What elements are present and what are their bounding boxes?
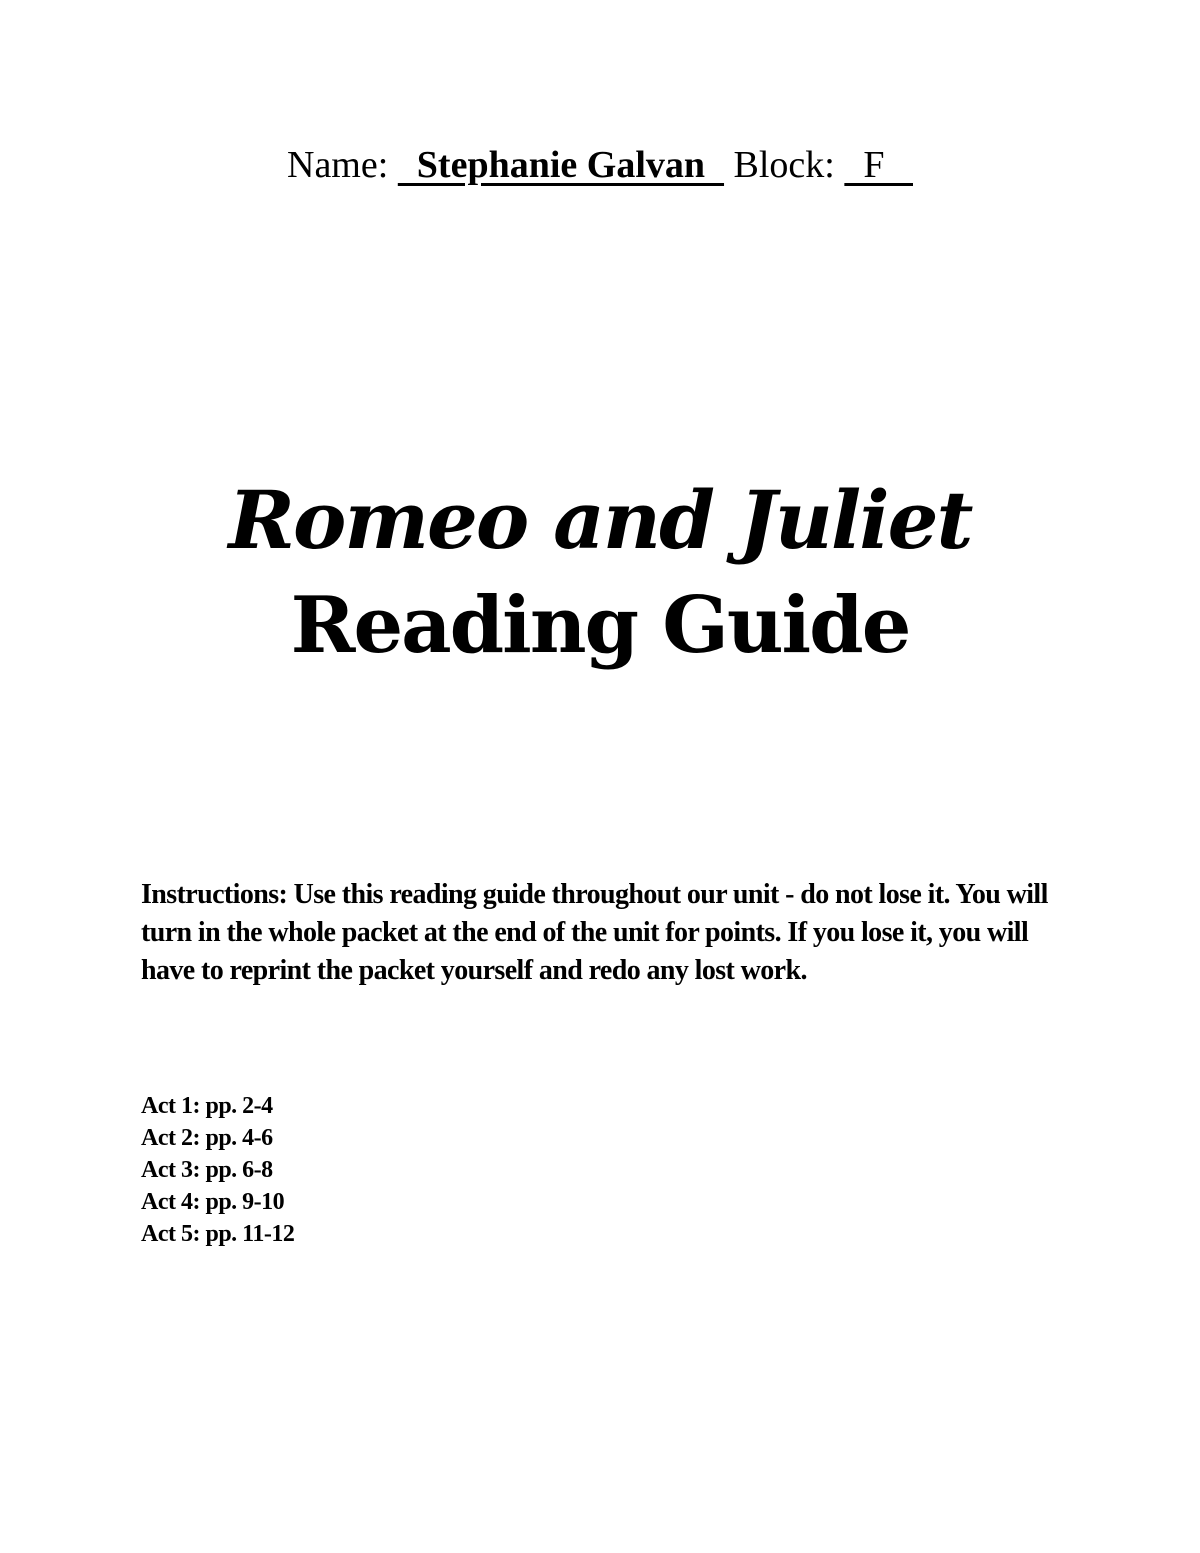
title-subtitle: Reading Guide: [290, 580, 910, 671]
act-list-item: Act 1: pp. 2-4: [141, 1093, 273, 1119]
act-list-item: Act 3: pp. 6-8: [141, 1157, 273, 1183]
act-list-item: Act 4: pp. 9-10: [141, 1189, 285, 1215]
block-label: Block:: [733, 144, 835, 186]
document-title: [0, 470, 1200, 682]
block-field: F: [844, 144, 913, 186]
title-play-name: Romeo and Juliet: [228, 473, 972, 567]
name-label: Name:: [287, 144, 389, 186]
instructions-paragraph: Instructions: Use this reading guide throughout our unit - do not lose it. You will turn in the whole packet at the end of the unit for points. If you lose it, you will have to reprint the packet yourself and redo any lost work.: [141, 879, 1048, 986]
student-info-line: [0, 140, 1200, 190]
act-page-list: [141, 1090, 294, 1250]
name-field: Stephanie Galvan: [397, 144, 725, 186]
act-list-item: Act 5: pp. 11-12: [141, 1221, 295, 1247]
act-list-item: Act 2: pp. 4-6: [141, 1125, 273, 1151]
